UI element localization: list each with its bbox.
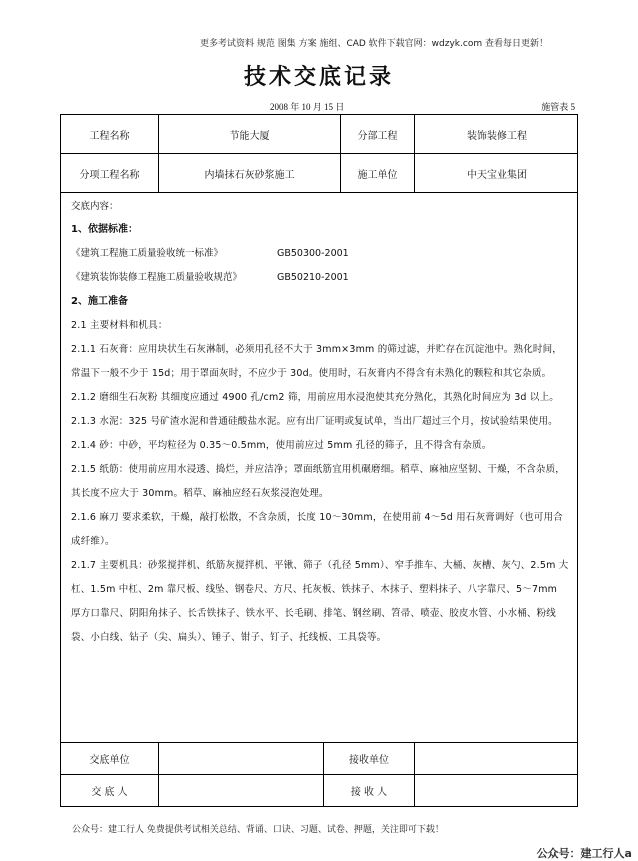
top-banner: 更多考试资料 规范 图集 方案 施组、CAD 软件下载官网：wdzyk.com 查看每日更新！ — [200, 39, 548, 49]
subitem-value: 内墙抹石灰砂浆施工 — [158, 154, 340, 192]
subitem-label: 分项工程名称 — [79, 169, 140, 181]
standard-item — [71, 242, 569, 266]
handover-person-label: 交 底 人 — [91, 787, 128, 798]
contractor-value: 中天宝业集团 — [414, 154, 579, 192]
sign-row-unit — [61, 743, 577, 775]
clause-2-1-2: 2.1.2 磨细生石灰粉 其细度应通过 4900 孔/cm2 筛，用前应用水浸泡使其充分熟化，其熟化时间应为 3d 以上。 — [71, 392, 559, 403]
section-heading-preparation: 2、施工准备 — [71, 296, 128, 307]
standard-code: GB50210-2001 — [277, 272, 349, 283]
section-heading-standards: 1、依据标准： — [71, 224, 138, 235]
project-name-value: 节能大厦 — [158, 115, 340, 153]
receiver-unit-label: 接收单位 — [323, 743, 414, 774]
clause-2-1-4: 2.1.4 砂：中砂，平均粒径为 0.35～0.5mm，使用前应过 5mm 孔径的筛子，且不得含有杂质。 — [71, 440, 492, 451]
handover-content — [61, 193, 577, 743]
info-row-subitem — [61, 154, 577, 193]
standard-name: 《建筑工程施工质量验收统一标准》 — [71, 248, 224, 259]
content-intro: 交底内容： — [71, 201, 119, 212]
clause-2-1-3: 2.1.3 水泥：325 号矿渣水泥和普通硅酸盐水泥。应有出厂证明或复试单，当出厂超过三个月，按试验结果使用。 — [71, 416, 558, 427]
project-name-label: 工程名称 — [89, 130, 130, 142]
document-title: 技术交底记录 — [243, 65, 394, 90]
handover-person-value — [158, 775, 323, 806]
standard-code: GB50300-2001 — [277, 248, 349, 259]
division-value: 装饰装修工程 — [414, 115, 579, 153]
clause-2-1-7: 2.1.7 主要机具：砂浆搅拌机、纸筋灰搅拌机、平锹、筛子（孔径 5mm）、窄手推车、大桶、灰槽、灰勺、2.5m 大杠、1.5m 中杠、2m 靠尺板、线坠、钢卷尺、方尺、托灰板、铁抹子、木抹子、塑料抹子、八字靠尺、5～7mm 厚方口靠尺、阴阳角抹子、长舌铁抹子、铁水平、长毛刷、排笔、钢丝刷、笤帚、喷壶、胶皮水管、小水桶、粉线袋、小白线、钻子（尖、扁头）、锤子、钳子、钉子、托线板、工具袋等。 — [71, 560, 569, 643]
receiver-person-value — [414, 775, 579, 806]
clause-2-1-6: 2.1.6 麻刀 要求柔软，干燥，敲打松散，不含杂质，长度 10～30mm，在使用前 4～5d 用石灰膏调好（也可用合成纤维）。 — [71, 512, 563, 547]
document-date: 2008 年 10 月 15 日 — [270, 102, 345, 112]
standard-name: 《建筑装饰装修工程施工质量验收规范》 — [71, 272, 243, 283]
clause-2-1-1: 2.1.1 石灰膏：应用块状生石灰淋制，必须用孔径不大于 3mm×3mm 的筛过滤，并贮存在沉淀池中。熟化时间，常温下一般不少于 15d；用于罩面灰时，不应少于 30d。使用时，石灰膏内不得含有未熟化的颗粒和其它杂质。 — [71, 344, 562, 379]
handover-unit-label: 交底单位 — [89, 755, 130, 766]
clause-2-1-5: 2.1.5 纸筋：使用前应用水浸透、捣烂，并应洁净；罩面纸筋宜用机碾磨细。稻草、麻袖应坚韧、干燥，不含杂质，其长度不应大于 30mm。稻草、麻袖应经石灰浆浸泡处理。 — [71, 464, 565, 499]
record-table — [60, 114, 578, 807]
receiver-person-label: 接 收 人 — [323, 775, 414, 806]
receiver-unit-value — [414, 743, 579, 774]
form-number: 施管表 5 — [541, 102, 575, 112]
sign-row-person — [61, 775, 577, 806]
info-row-project — [61, 115, 577, 154]
standard-item — [71, 266, 569, 290]
division-label: 分部工程 — [340, 115, 414, 153]
watermark: 公众号：建工行人a — [536, 847, 632, 860]
contractor-label: 施工单位 — [340, 154, 414, 192]
handover-unit-value — [158, 743, 323, 774]
clause-2-1: 2.1 主要材料和机具： — [71, 320, 168, 331]
footer-note: 公众号：建工行人 免费提供考试相关总结、背诵、口诀、习题、试卷、押题，关注即可下载！ — [72, 825, 444, 835]
